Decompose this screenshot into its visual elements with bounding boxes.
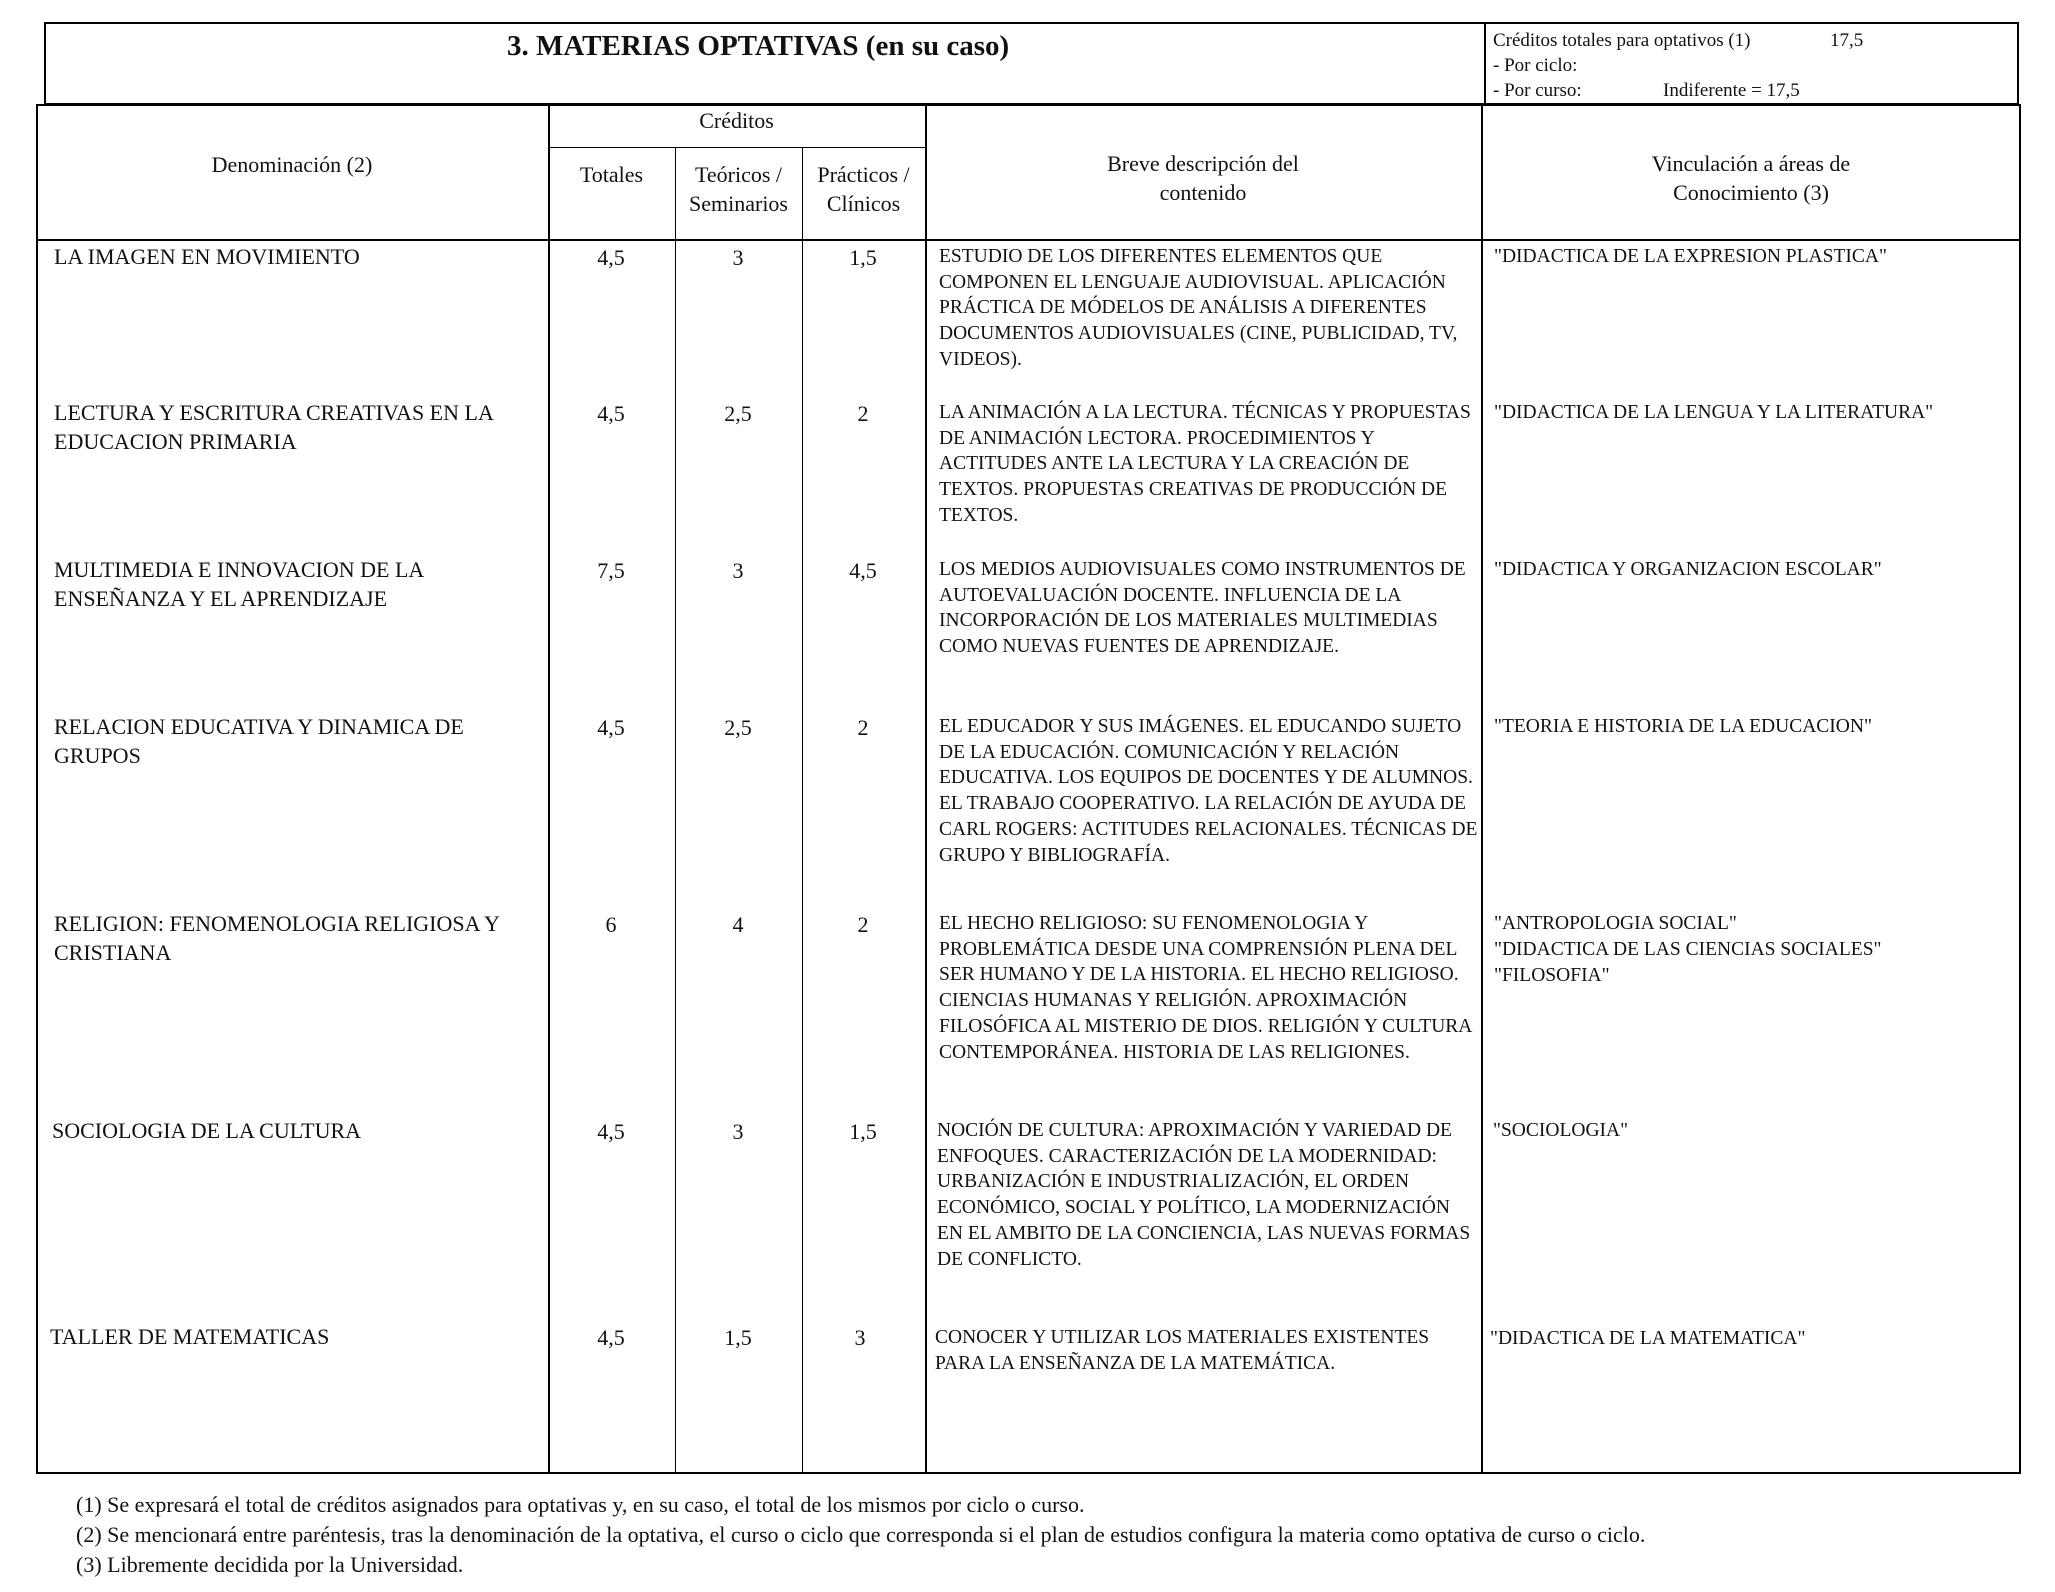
row-2-totales: 4,5 [597,401,625,426]
col-sep-5 [1481,104,1483,1474]
row-3-descripcion: LOS MEDIOS AUDIOVISUALES COMO INSTRUMENTOS DE AUTOEVALUACIÓN DOCENTE. INFLUENCIA DE LA INCORPORACIÓN DE LOS MATERIALES MULTIMEDIAS COMO NUEVAS FUENTES DE APRENDIZAJE. [939,559,1466,658]
por-curso-label: - Por curso: [1493,80,1582,101]
row-7-practicos: 3 [854,1325,866,1350]
col-sep-3 [802,148,803,1474]
row-5-practicos: 2 [857,912,869,937]
row-1-name: LA IMAGEN EN MOVIMIENTO [54,244,360,269]
col-sep-2 [675,148,676,1474]
row-4-totales: 4,5 [597,715,625,740]
row-2-teoricos: 2,5 [724,401,752,426]
por-ciclo-label: - Por ciclo: [1493,55,1578,76]
col-sep-4 [925,104,927,1474]
footnote-2: (2) Se mencionará entre paréntesis, tras la denominación de la optativa, el curso o ciclo que corresponda si el plan de estudios configura la materia como optativa de curso o ciclo. [76,1522,1646,1547]
row-4-teoricos: 2,5 [724,715,752,740]
row-1-area: "DIDACTICA DE LA EXPRESION PLASTICA" [1494,246,1887,267]
col-denominacion: Denominación (2) [211,152,373,177]
row-1-descripcion: ESTUDIO DE LOS DIFERENTES ELEMENTOS QUE COMPONEN EL LENGUAJE AUDIOVISUAL. APLICACIÓN PRÁCTICA DE MÓDELOS DE ANÁLISIS A DIFERENTES DOCUMENTOS AUDIOVISUALES (CINE, PUBLICIDAD, TV, VIDEOS). [939,246,1458,370]
row-1-totales: 4,5 [597,245,625,270]
row-6-name: SOCIOLOGIA DE LA CULTURA [52,1118,362,1143]
row-3-practicos: 4,5 [849,558,877,583]
row-6-teoricos: 3 [732,1119,744,1144]
row-7-name: TALLER DE MATEMATICAS [50,1324,330,1349]
header-divider [1484,22,1486,105]
col-teoricos-2: Seminarios [689,191,788,216]
row-2-practicos: 2 [857,401,869,426]
footnote-1: (1) Se expresará el total de créditos asignados para optativas y, en su caso, el total de los mismos por ciclo o curso. [76,1492,1085,1517]
col-practicos-2: Clínicos [826,191,901,216]
row-3-teoricos: 3 [732,558,744,583]
row-6-totales: 4,5 [597,1119,625,1144]
col-descripcion-2: contenido [1159,180,1247,205]
row-5-area-1: "ANTROPOLOGIA SOCIAL" [1494,913,1737,934]
col-creditos: Créditos [699,108,774,133]
credits-total-value: 17,5 [1830,30,1864,51]
row-5-totales: 6 [605,912,617,937]
col-vinculacion-2: Conocimiento (3) [1673,180,1829,205]
row-3-name: MULTIMEDIA E INNOVACION DE LA ENSEÑANZA Y EL APRENDIZAJE [54,557,424,611]
col-vinculacion-1: Vinculación a áreas de [1651,151,1851,176]
row-5-descripcion: EL HECHO RELIGIOSO: SU FENOMENOLOGIA Y PROBLEMÁTICA DESDE UNA COMPRENSIÓN PLENA DEL SER HUMANO Y DE LA HISTORIA. EL HECHO RELIGIOSO. CIENCIAS HUMANAS Y RELIGIÓN. APROXIMACIÓN FILOSÓFICA AL MISTERIO DE DIOS. RELIGIÓN Y CULTURA CONTEMPORÁNEA. HISTORIA DE LAS RELIGIONES. [939,913,1472,1063]
row-4-practicos: 2 [857,715,869,740]
row-1-practicos: 1,5 [849,245,877,270]
credits-total-label: Créditos totales para optativos (1) [1493,30,1751,51]
row-7-area: "DIDACTICA DE LA MATEMATICA" [1490,1328,1806,1349]
row-5-teoricos: 4 [732,912,744,937]
row-7-teoricos: 1,5 [724,1325,752,1350]
row-2-descripcion: LA ANIMACIÓN A LA LECTURA. TÉCNICAS Y PROPUESTAS DE ANIMACIÓN LECTORA. PROCEDIMIENTOS Y ACTITUDES ANTE LA LECTURA Y LA CREACIÓN DE TEXTOS. PROPUESTAS CREATIVAS DE PRODUCCIÓN DE TEXTOS. [939,402,1471,526]
row-2-name: LECTURA Y ESCRITURA CREATIVAS EN LA EDUCACION PRIMARIA [54,400,493,454]
col-totales: Totales [579,162,644,187]
header-bottom-rule [36,239,2021,241]
footnote-3: (3) Libremente decidida por la Universidad. [76,1552,464,1577]
row-3-totales: 7,5 [597,558,625,583]
row-7-descripcion: CONOCER Y UTILIZAR LOS MATERIALES EXISTENTES PARA LA ENSEÑANZA DE LA MATEMÁTICA. [935,1327,1430,1374]
col-teoricos-1: Teóricos / [694,162,783,187]
row-7-totales: 4,5 [597,1325,625,1350]
col-descripcion-1: Breve descripción del [1107,151,1299,176]
por-curso-value: Indiferente = 17,5 [1663,80,1800,101]
row-5-area-3: "FILOSOFIA" [1494,965,1610,986]
row-4-name: RELACION EDUCATIVA Y DINAMICA DE GRUPOS [54,714,464,768]
row-3-area: "DIDACTICA Y ORGANIZACION ESCOLAR" [1494,559,1882,580]
row-2-area: "DIDACTICA DE LA LENGUA Y LA LITERATURA" [1494,402,1934,423]
row-5-area-2: "DIDACTICA DE LAS CIENCIAS SOCIALES" [1494,939,1882,960]
creditos-rule [548,147,926,148]
row-4-descripcion: EL EDUCADOR Y SUS IMÁGENES. EL EDUCANDO SUJETO DE LA EDUCACIÓN. COMUNICACIÓN Y RELACIÓN EDUCATIVA. LOS EQUIPOS DE DOCENTES Y DE ALUMNOS. EL TRABAJO COOPERATIVO. LA RELACIÓN DE AYUDA DE CARL ROGERS: ACTITUDES RELACIONALES. TÉCNICAS DE GRUPO Y BIBLIOGRAFÍA. [939,716,1478,866]
row-6-practicos: 1,5 [849,1119,877,1144]
row-4-area: "TEORIA E HISTORIA DE LA EDUCACION" [1494,716,1872,737]
col-sep-1 [548,104,550,1474]
col-practicos-1: Prácticos / [817,162,910,187]
row-5-name: RELIGION: FENOMENOLOGIA RELIGIOSA Y CRISTIANA [54,911,500,965]
row-6-area: "SOCIOLOGIA" [1493,1120,1629,1141]
page-title: 3. MATERIAS OPTATIVAS (en su caso) [507,30,1010,62]
row-6-descripcion: NOCIÓN DE CULTURA: APROXIMACIÓN Y VARIEDAD DE ENFOQUES. CARACTERIZACIÓN DE LA MODERNIDAD: URBANIZACIÓN E INDUSTRIALIZACIÓN, EL ORDEN ECONÓMICO, SOCIAL Y POLÍTICO, LA MODERNIZACIÓN EN EL AMBITO DE LA CONCIENCIA, LAS NUEVAS FORMAS DE CONFLICTO. [937,1120,1471,1270]
row-1-teoricos: 3 [732,245,744,270]
